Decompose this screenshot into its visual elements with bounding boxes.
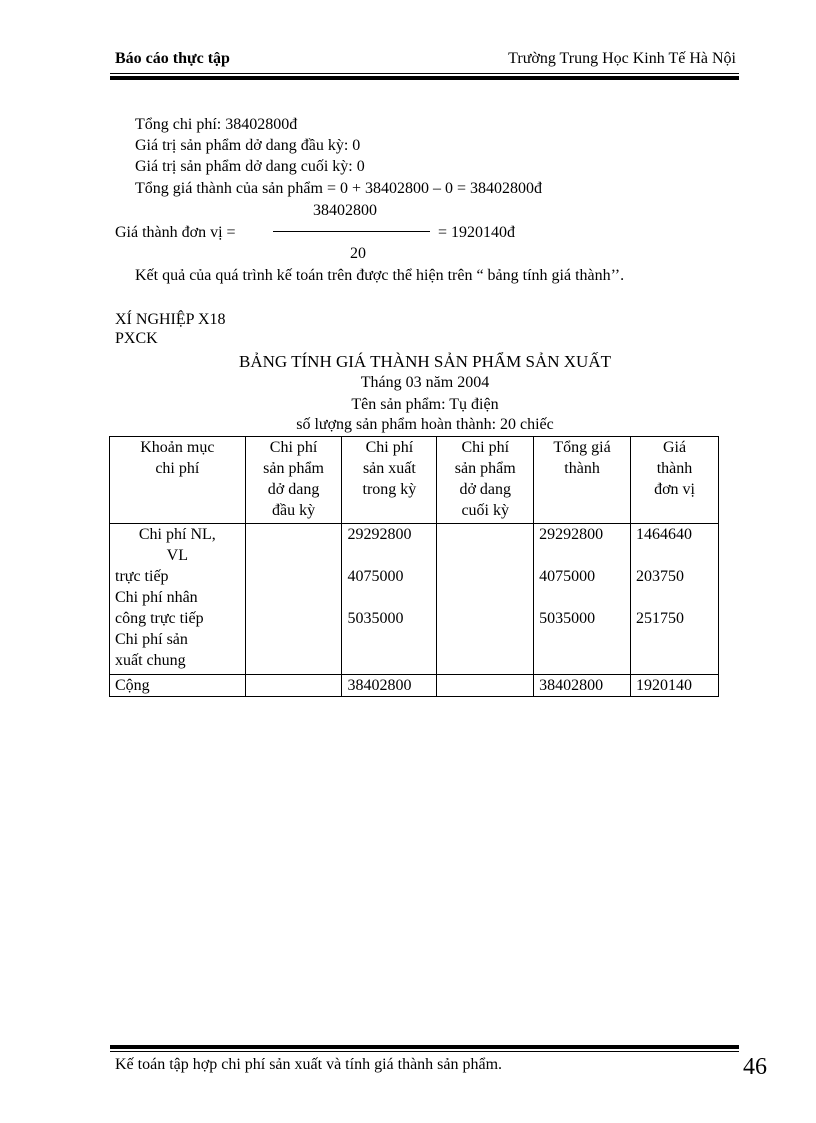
footer-rule-thin [110, 1051, 739, 1052]
header-left-title: Báo cáo thực tập [115, 50, 230, 67]
cost-items-cell: Chi phí NL, VL trực tiếp Chi phí nhân công trực tiếp Chi phí sản xuất chung [110, 524, 246, 675]
org-unit: PXCK [115, 330, 158, 347]
fraction-denominator: 20 [350, 245, 366, 262]
total-in-period: 38402800 [342, 675, 437, 697]
footer-text: Kế toán tập hợp chi phí sản xuất và tính giá thành sản phẩm. [115, 1056, 503, 1073]
total-closing [437, 675, 534, 697]
table-quantity: số lượng sản phẩm hoàn thành: 20 chiếc [296, 416, 554, 433]
cost-table [109, 436, 719, 697]
opening-wip-line: Giá trị sản phẩm dở dang đầu kỳ: 0 [135, 137, 361, 154]
total-opening [245, 675, 342, 697]
table-row [110, 524, 719, 675]
total-label: Cộng [110, 675, 246, 697]
closing-wip-cell [437, 524, 534, 675]
fraction-numerator: 38402800 [313, 202, 377, 219]
header-unit-cost: Giá thành đơn vị [631, 437, 719, 524]
header-cost-item: Khoản mục chi phí [110, 437, 246, 524]
in-period-cell: 29292800 4075000 5035000 [342, 524, 437, 675]
header-right-title: Trường Trung Học Kinh Tế Hà Nội [508, 50, 736, 67]
total-cost-line: Tổng chi phí: 38402800đ [135, 116, 298, 133]
unit-cost-cell: 1464640 203750 251750 [631, 524, 719, 675]
total-unit-cost: 1920140 [631, 675, 719, 697]
table-product: Tên sản phẩm: Tụ điện [351, 396, 499, 413]
table-title: BẢNG TÍNH GIÁ THÀNH SẢN PHẨM SẢN XUẤT [239, 352, 611, 371]
header-total-cost: Tổng giá thành [534, 437, 631, 524]
fraction-line [273, 231, 430, 232]
closing-wip-line: Giá trị sản phẩm dở dang cuối kỳ: 0 [135, 158, 365, 175]
total-total-cost: 38402800 [534, 675, 631, 697]
footer-rule-thick [110, 1045, 739, 1049]
header-rule-thick [110, 76, 739, 80]
unit-cost-result: = 1920140đ [438, 224, 516, 241]
total-product-cost-line: Tổng giá thành của sản phẩm = 0 + 38402800 – 0 = 38402800đ [135, 180, 543, 197]
total-cost-cell: 29292800 4075000 5035000 [534, 524, 631, 675]
org-name: XÍ NGHIỆP X18 [115, 311, 226, 328]
header-opening-wip: Chi phí sản phẩm dở dang đầu kỳ [245, 437, 342, 524]
table-header-row [110, 437, 719, 524]
header-rule-thin [110, 73, 739, 74]
header-closing-wip: Chi phí sản phẩm dở dang cuối kỳ [437, 437, 534, 524]
header-in-period-cost: Chi phí sản xuất trong kỳ [342, 437, 437, 524]
page-number: 46 [743, 1054, 767, 1080]
table-total-row [110, 675, 719, 697]
opening-wip-cell [245, 524, 342, 675]
table-month: Tháng 03 năm 2004 [360, 374, 490, 391]
unit-cost-label: Giá thành đơn vị = [115, 224, 236, 241]
result-sentence: Kết quả của quá trình kế toán trên được thể hiện trên “ bảng tính giá thành’’. [135, 267, 625, 284]
